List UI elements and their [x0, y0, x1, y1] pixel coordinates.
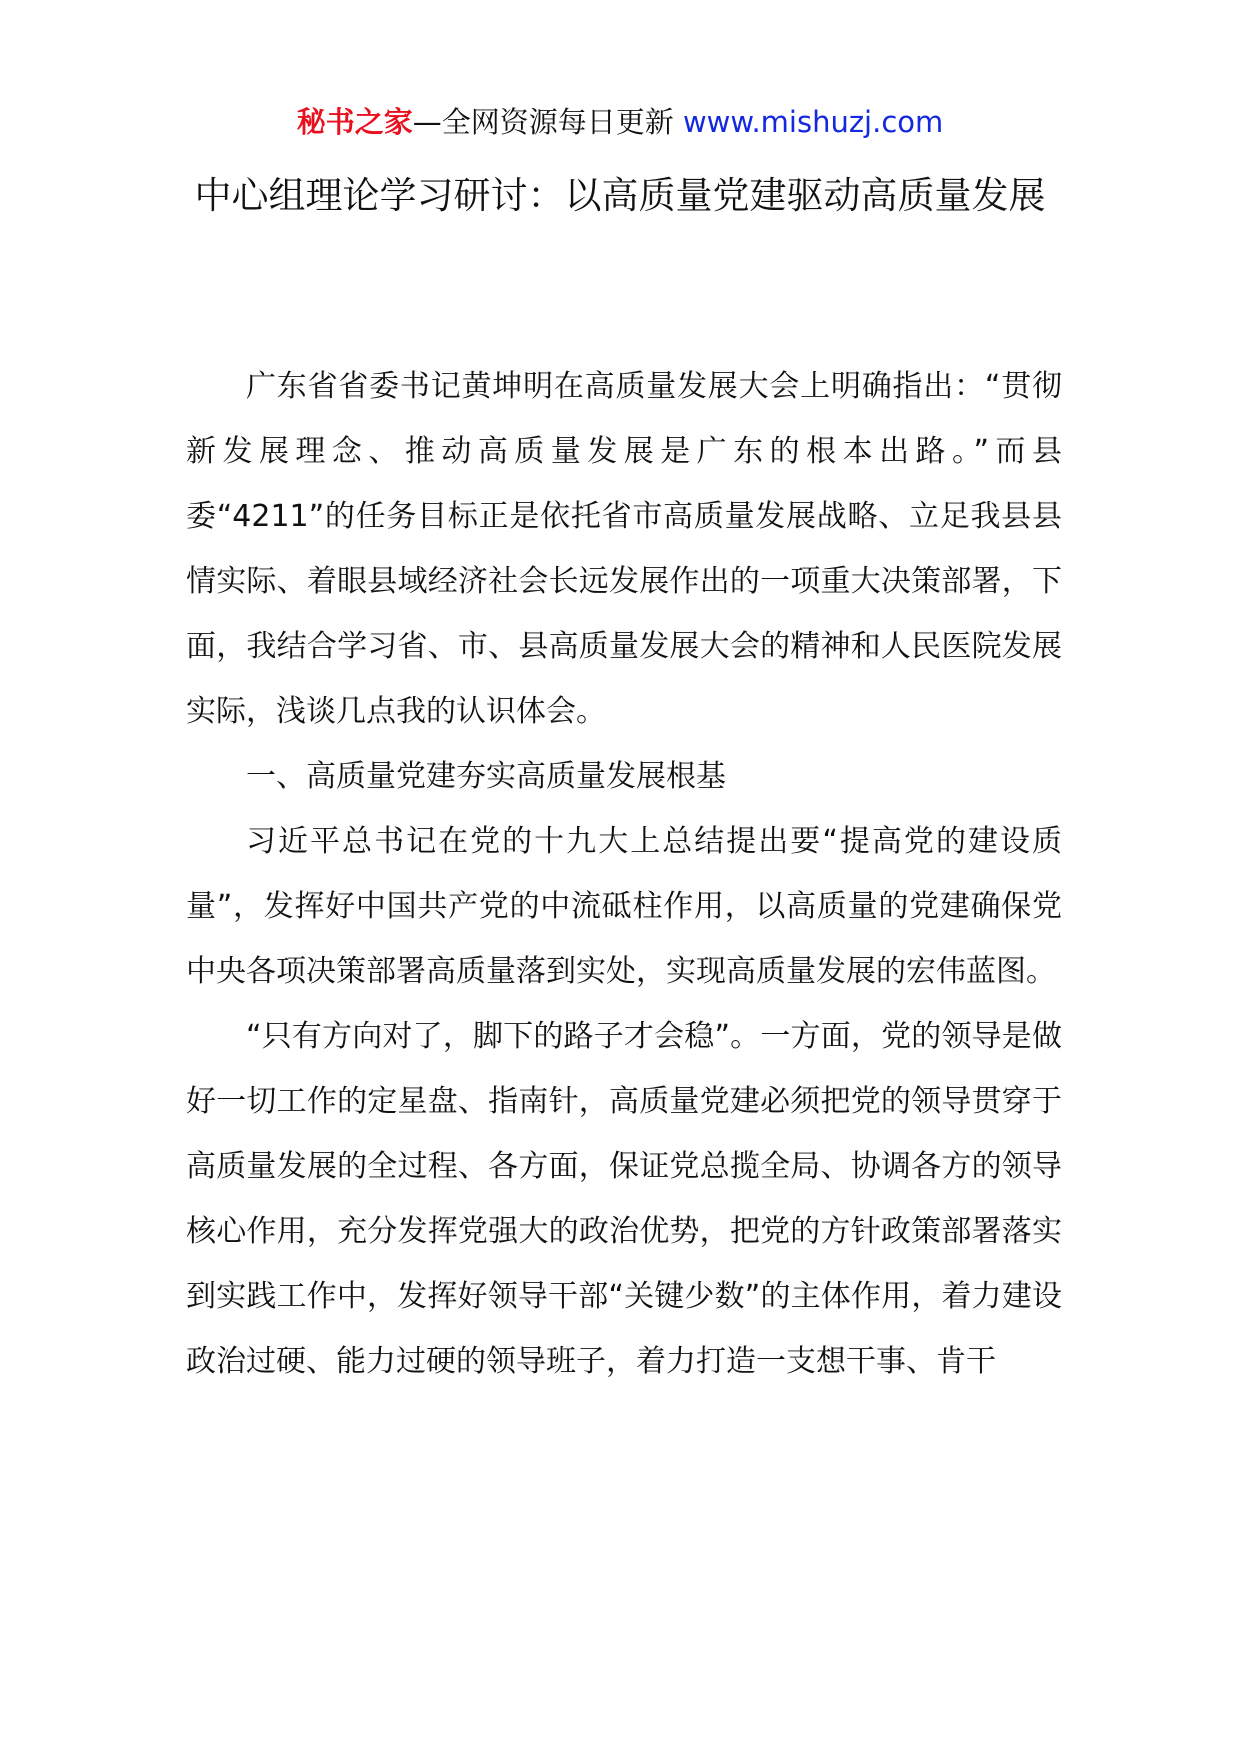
document-body — [186, 354, 1062, 1394]
paragraph-2: 习近平总书记在党的十九大上总结提出要“提高党的建设质量”，发挥好中国共产党的中流砥柱作用，以高质量的党建确保党中央各项决策部署高质量落到实处，实现高质量发展的宏伟蓝图。 — [186, 824, 1062, 989]
paragraph-3: “只有方向对了，脚下的路子才会稳”。一方面，党的领导是做好一切工作的定星盘、指南针，高质量党建必须把党的领导贯穿于高质量发展的全过程、各方面，保证党总揽全局、协调各方的领导核心作用，充分发挥党强大的政治优势，把党的方针政策部署落实到实践工作中，发挥好领导干部“关键少数”的主体作用，着力建设政治过硬、能力过硬的领导班子，着力打造一支想干事、肯干 — [186, 1019, 1062, 1379]
site-url-link[interactable]: www.mishuzj.com — [682, 105, 944, 139]
section-heading-1: 一、高质量党建夯实高质量发展根基 — [246, 759, 726, 794]
site-banner — [0, 102, 1240, 142]
brand-name: 秘书之家 — [296, 105, 413, 139]
paragraph-intro: 广东省省委书记黄坤明在高质量发展大会上明确指出：“贯彻新发展理念、推动高质量发展是广东的根本出路。”而县委“4211”的任务目标正是依托省市高质量发展战略、立足我县县情实际、着眼县域经济社会长远发展作出的一项重大决策部署，下面，我结合学习省、市、县高质量发展大会的精神和人民医院发展实际，浅谈几点我的认识体会。 — [186, 369, 1062, 729]
document-title: 中心组理论学习研讨：以高质量党建驱动高质量发展 — [194, 174, 1046, 217]
banner-tagline: —全网资源每日更新 — [412, 105, 683, 139]
